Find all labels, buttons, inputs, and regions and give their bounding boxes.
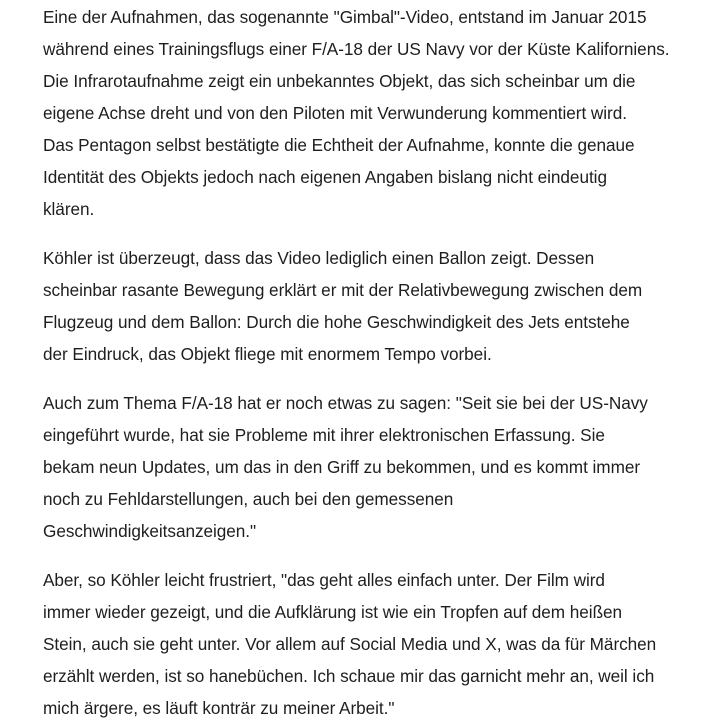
paragraph-line: Identität des Objekts jedoch nach eigenen Angaben bislang nicht eindeutig (43, 167, 607, 187)
paragraph-line: erzählt werden, ist so hanebüchen. Ich schaue mir das garnicht mehr an, weil ich (43, 666, 655, 686)
paragraph-line: klären. (43, 199, 95, 219)
paragraph-line: Die Infrarotaufnahme zeigt ein unbekanntes Objekt, das sich scheinbar um die (43, 71, 636, 91)
paragraph-line: Köhler ist überzeugt, dass das Video lediglich einen Ballon zeigt. Dessen (43, 248, 595, 268)
article-paragraph-4 (43, 564, 703, 724)
paragraph-line: scheinbar rasante Bewegung erklärt er mit der Relativbewegung zwischen dem (43, 280, 643, 300)
paragraph-line: bekam neun Updates, um das in den Griff zu bekommen, und es kommt immer (43, 457, 641, 477)
paragraph-line: Flugzeug und dem Ballon: Durch die hohe Geschwindigkeit des Jets entstehe (43, 312, 630, 332)
paragraph-line: Auch zum Thema F/A-18 hat er noch etwas zu sagen: "Seit sie bei der US-Navy (43, 393, 648, 413)
article-paragraph-3 (43, 387, 703, 547)
paragraph-line: während eines Trainingsflugs einer F/A-18 der US Navy vor der Küste Kaliforniens. (43, 39, 670, 59)
paragraph-line: eingeführt wurde, hat sie Probleme mit ihrer elektronischen Erfassung. Sie (43, 425, 605, 445)
paragraph-line: noch zu Fehldarstellungen, auch bei den gemessenen (43, 489, 454, 509)
article-paragraph-2 (43, 242, 703, 370)
paragraph-line: eigene Achse dreht und von den Piloten mit Verwunderung kommentiert wird. (43, 103, 627, 123)
paragraph-line: Aber, so Köhler leicht frustriert, "das geht alles einfach unter. Der Film wird (43, 570, 605, 590)
paragraph-line: der Eindruck, das Objekt fliege mit enormem Tempo vorbei. (43, 344, 492, 364)
paragraph-line: Das Pentagon selbst bestätigte die Echtheit der Aufnahme, konnte die genaue (43, 135, 635, 155)
paragraph-line: Geschwindigkeitsanzeigen." (43, 521, 257, 541)
paragraph-line: Eine der Aufnahmen, das sogenannte "Gimbal"-Video, entstand im Januar 2015 (43, 7, 647, 27)
article-paragraph-1 (43, 1, 703, 225)
paragraph-line: Stein, auch sie geht unter. Vor allem auf Social Media und X, was da für Märchen (43, 634, 657, 654)
paragraph-line: immer wieder gezeigt, und die Aufklärung ist wie ein Tropfen auf dem heißen (43, 602, 623, 622)
paragraph-line: mich ärgere, es läuft konträr zu meiner Arbeit." (43, 698, 395, 718)
